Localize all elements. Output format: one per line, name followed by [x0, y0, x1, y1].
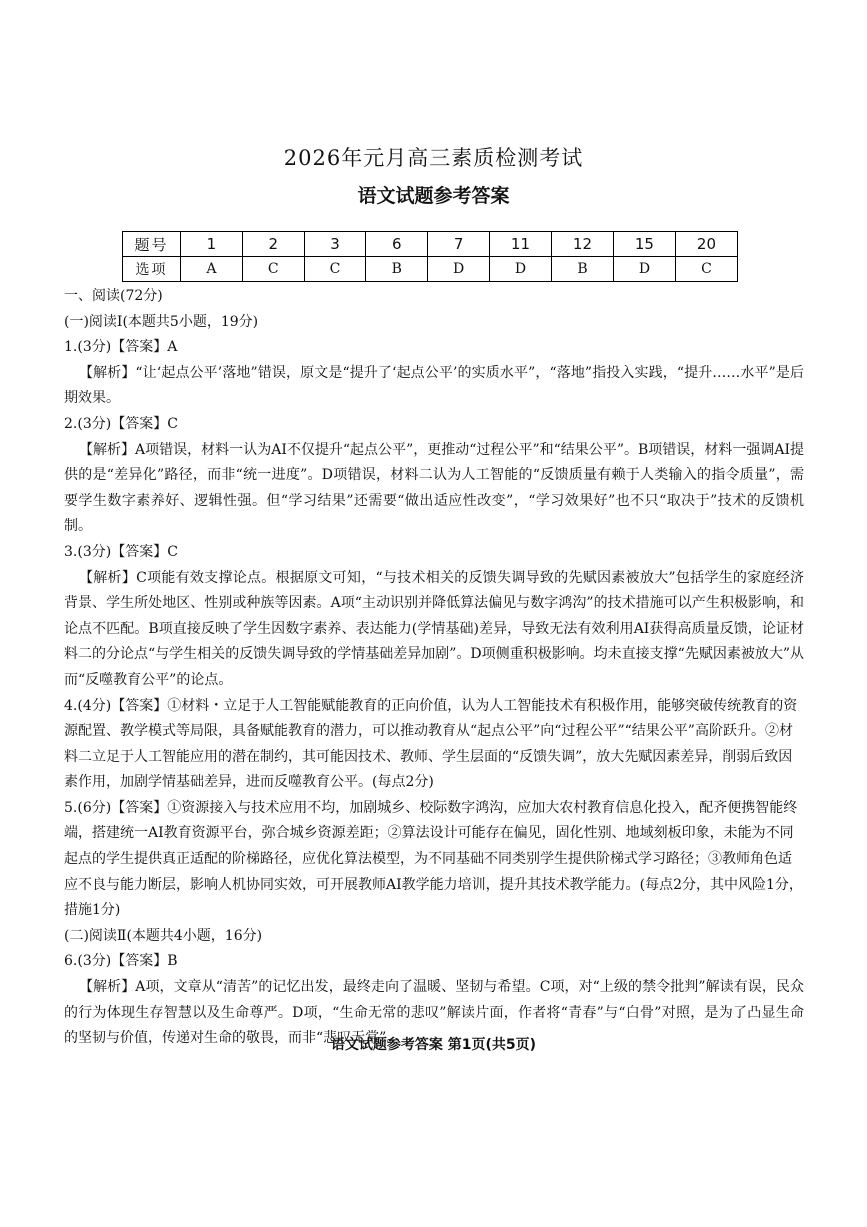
question-1-heading: 1.(3分)【答案】A	[64, 339, 178, 356]
answer-content	[64, 284, 804, 1052]
answer-table	[122, 231, 738, 282]
answer-table-option-row	[123, 257, 738, 282]
table-head-option: 选项	[123, 257, 181, 282]
table-cell-option: D	[613, 257, 675, 282]
table-cell-option: D	[428, 257, 490, 282]
question-4-heading: 4.(4分)【答案】	[64, 697, 168, 714]
table-cell-option: B	[366, 257, 428, 282]
question-1-analysis: 【解析】“让‘起点公平’落地”错误，原文是“提升了‘起点公平’的实质水平”，“落地”指投入实践，“提升……水平”是后期效果。	[64, 364, 804, 407]
subsection-heading: (一)阅读Ⅰ(本题共5小题，19分)	[64, 313, 259, 330]
table-head-number: 题号	[123, 232, 181, 257]
table-cell-option: C	[304, 257, 366, 282]
document-subtitle: 语文试题参考答案	[357, 185, 510, 207]
question-4-answer	[64, 694, 804, 796]
question-5-analysis: ①资源接入与技术应用不均，加剧城乡、校际数字鸿沟，应加大农村教育信息化投入，配齐便携智能终端，搭建统一AI教育资源平台，弥合城乡资源差距；②算法设计可能存在偏见，固化性别、地域刻板印象，未能为不同起点的学生提供真正适配的阶梯路径，应优化算法模型，为不同基础不同类别学生提供阶梯式学习路径；③教师角色适应不良与能力断层，影响人机协同实效，可开展教师AI教学能力培训，提升其技术教学能力。(每点2分，其中风险1分，措施1分)	[64, 799, 803, 919]
table-cell-option: D	[489, 257, 551, 282]
section-heading: 一、阅读(72分)	[64, 288, 163, 304]
table-cell-number: 20	[675, 232, 737, 257]
question-4-analysis: ①材料・立足于人工智能赋能教育的正向价值，认为人工智能技术有积极作用，能够突破传统教育的资源配置、教学模式等局限，具备赋能教育的潜力，可以推动教育从“起点公平”向“过程公平”“结果公平”高阶跃升。②材料二立足于人工智能应用的潜在制约，其可能因技术、教师、学生层面的“反馈失调”，放大先赋因素差异，削弱后致因素作用，加剧学情基础差异，进而反噬教育公平。(每点2分)	[64, 697, 798, 791]
question-2-heading: 2.(3分)【答案】C	[64, 415, 178, 432]
table-cell-option: C	[675, 257, 737, 282]
question-3-analysis: 【解析】C项能有效支撑论点。根据原文可知，“与技术相关的反馈失调导致的先赋因素被放大”包括学生的家庭经济背景、学生所处地区、性别或种族等因素。A项“主动识别并降低算法偏见与数字鸿沟”的技术措施可以产生积极影响，和论点不匹配。B项直接反映了学生因数字素养、表达能力(学情基础)差异，导致无法有效利用AI获得高质量反馈，论证材料二的分论点“与学生相关的反馈失调导致的学情基础差异加剧”。D项侧重积极影响。均未直接支撑“先赋因素被放大”从而“反噬教育公平”的论点。	[64, 569, 804, 688]
question-5-heading: 5.(6分)【答案】	[64, 799, 168, 816]
page-footer: 语文试题参考答案 第1页(共5页)	[330, 1037, 537, 1053]
subsection-heading: (二)阅读Ⅱ(本题共4小题，16分)	[64, 927, 263, 944]
table-cell-number: 11	[489, 232, 551, 257]
table-cell-option: C	[242, 257, 304, 282]
table-cell-option: B	[551, 257, 613, 282]
question-6-analysis: 【解析】A项，文章从“清苦”的记忆出发，最终走向了温暖、坚韧与希望。C项，对“上级的禁令批判”解读有误，民众的行为体现生存智慧以及生命尊严。D项，“生命无常的悲叹”解读片面，作者将“青春”与“白骨”对照，是为了凸显生命的坚韧与价值，传递对生命的敬畏，而非“悲叹无常”。	[64, 979, 804, 1047]
document-title: 2026年元月高三素质检测考试	[283, 146, 584, 170]
table-cell-option: A	[181, 257, 243, 282]
answer-table-number-row	[123, 232, 738, 257]
question-3-heading: 3.(3分)【答案】C	[64, 543, 178, 560]
question-6-heading: 6.(3分)【答案】B	[64, 953, 178, 970]
table-cell-number: 2	[242, 232, 304, 257]
table-cell-number: 12	[551, 232, 613, 257]
question-5-answer	[64, 796, 804, 924]
table-cell-number: 6	[366, 232, 428, 257]
table-cell-number: 7	[428, 232, 490, 257]
table-cell-number: 15	[613, 232, 675, 257]
question-2-analysis: 【解析】A项错误，材料一认为AI不仅提升“起点公平”，更推动“过程公平”和“结果公平”。B项错误，材料一强调AI提供的是“差异化”路径，而非“统一进度”。D项错误，材料二认为人工智能的“反馈质量有赖于人类输入的指令质量”，需要学生数字素养好、逻辑性强。但“学习结果”还需要“做出适应性改变”，“学习效果好”也不只“取决于”技术的反馈机制。	[64, 441, 804, 535]
table-cell-number: 3	[304, 232, 366, 257]
table-cell-number: 1	[181, 232, 243, 257]
